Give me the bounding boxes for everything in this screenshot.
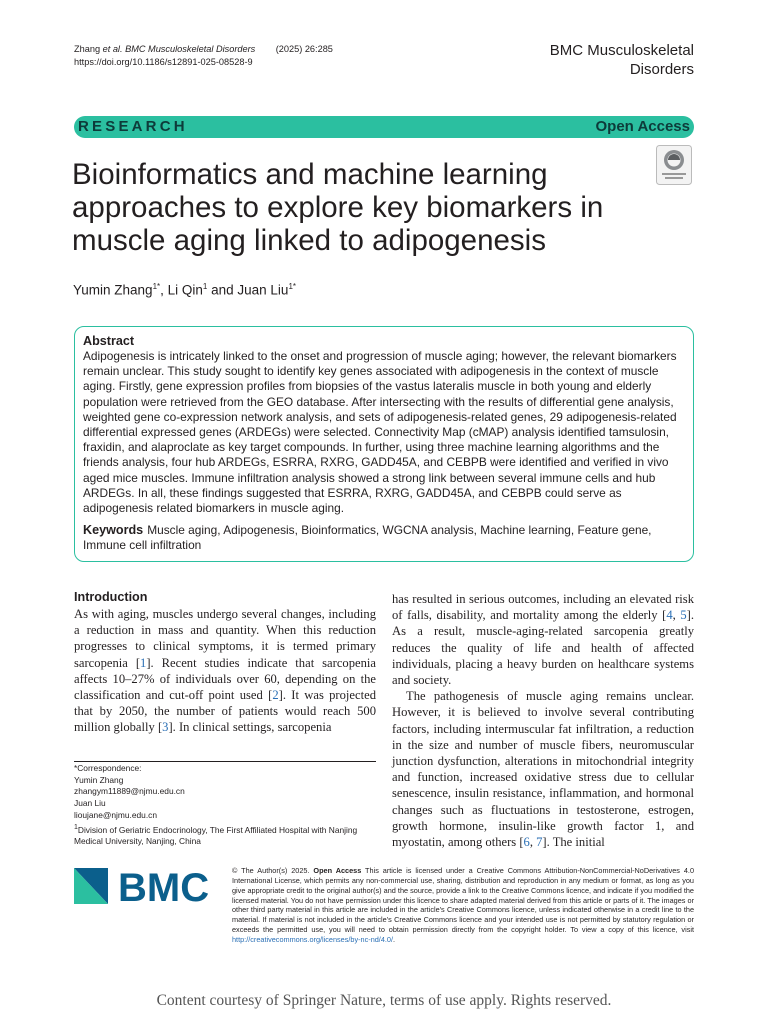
author-list: Yumin Zhang$^{1*}$, Li Qin$^1$ and Juan Liu$^{1*}$ xyxy=(73,282,296,298)
reference-link[interactable]: 6 xyxy=(523,835,530,850)
section-label: RESEARCH xyxy=(78,118,188,135)
paragraph: has resulted in serious outcomes, including an elevated risk of falls, disability, and mortality among the elderly [4, 5]. As a result, muscle-aging-related sarcopenia greatly reduces the quality of life and health of affected individuals, placing a heavy burden on healthcare systems and society. xyxy=(392,592,695,688)
section-heading-introduction: Introduction xyxy=(74,590,148,604)
keywords-text: Muscle aging, Adipogenesis, Bioinformatics, WGCNA analysis, Machine learning, Feature gene, Immune cell infiltration xyxy=(83,523,652,553)
page-footer: Content courtesy of Springer Nature, terms of use apply. Rights reserved. xyxy=(156,992,612,1009)
footnote-divider xyxy=(74,761,376,762)
doi-link[interactable]: https://doi.org/10.1186/s12891-025-08528-9 xyxy=(74,57,253,67)
paragraph: As with aging, muscles undergo several changes, including a reduction in mass and quantity. When this reduction progresses to clinical symptoms, it is termed primary sarcopenia [1]. Recent studies indicate that sarcopenia affects 10–27% of individuals over 60, depending on the classification and cut-off point used [2]. It was projected that by 2050, the number of patients would reach 500 million globally [3]. In clinical settings, sarcopenia xyxy=(74,607,376,735)
crossmark-icon xyxy=(656,145,692,185)
bmc-logo-icon xyxy=(74,864,214,908)
abstract-box xyxy=(74,326,694,562)
email-link[interactable]: lioujane@njmu.edu.cn xyxy=(74,809,157,820)
body-column-right xyxy=(392,591,694,850)
author-name[interactable]: and Juan Liu xyxy=(207,282,289,298)
abstract-text: Adipogenesis is intricately linked to the onset and progression of muscle aging; however, the relevant biomarkers remain unclear. This study sought to identify key genes associated with adipogenesis in the context of muscle aging. Firstly, gene expression profiles from biopsies of the vastus lateralis muscle in both young and elderly population were retrieved from the GEO database. After intersecting with the results of differential gene analysis, weighted gene co-expression network analysis, and sets of adipogenesis-related genes, 29 adipogenesis-related differential expressed genes (ARDEGs) were selected. Connectivity Map (cMAP) analysis identified tamsulosin, fraxidin, and alaproclate as key target compounds. In further, using three machine learning algorithms and the friends analysis, four hub ARDEGs, ESRRA, RXRG, GADD45A, and CEBPB were identified and verified in vivo aged mice muscles. Immune infiltration analysis showed a strong link between several immune cells and hub ARDEGs. In all, these findings suggested that ESRRA, RXRG, GADD45A, and CEBPB could serve as adipogenesis related biomarkers in muscle aging. xyxy=(83,349,677,516)
reference-link[interactable]: 4 xyxy=(666,608,673,623)
keywords-label: Keywords xyxy=(83,523,144,538)
citation-authors: Zhang xyxy=(74,44,103,54)
citation-year: (2025) 26:285 xyxy=(275,44,333,54)
open-access-label: Open Access xyxy=(595,118,690,135)
license-link[interactable]: http://creativecommons.org/licenses/by-nc-nd/4.0/ xyxy=(232,934,394,944)
bmc-logo-text: BMC xyxy=(118,866,210,908)
affiliation: Division of Geriatric Endocrinology, The First Affiliated Hospital with Nanjing Medical University, Nanjing, China xyxy=(74,824,358,847)
journal-name: BMC Musculoskeletal Disorders xyxy=(549,42,694,78)
reference-link[interactable]: 5 xyxy=(680,608,687,623)
article-title: Bioinformatics and machine learning approaches to explore key biomarkers in muscle aging linked to adipogenesis xyxy=(72,158,604,257)
reference-link[interactable]: 2 xyxy=(272,688,279,703)
citation-block xyxy=(74,43,333,69)
paragraph: The pathogenesis of muscle aging remains unclear. However, it is believed to involve several contributing factors, including intermuscular fat infiltration, a reduction in the size and number of muscle fibers, neuromuscular junction dysfunction, alterations in mitochondrial integrity and function, increased oxidative stress due to cellular senescence, insulin resistance, inflammation, and hormonal changes such as fluctuations in testosterone, estrogen, growth hormone, insulin-like growth factor 1, and myostatin, among others [6, 7]. The initial xyxy=(392,689,694,850)
email-link[interactable]: zhangym11889@njmu.edu.cn xyxy=(74,786,185,797)
reference-link[interactable]: 7 xyxy=(536,835,543,850)
body-column-left xyxy=(74,606,376,736)
reference-link[interactable]: 3 xyxy=(162,720,169,735)
bmc-logo xyxy=(74,864,214,908)
reference-link[interactable]: 1 xyxy=(140,655,147,670)
author-name[interactable]: Yumin Zhang xyxy=(73,282,153,298)
citation-journal: et al. BMC Musculoskeletal Disorders xyxy=(102,44,256,54)
license-statement: © The Author(s) 2025. Open Access This article is licensed under a Creative Commons Attribution-NonCommercial-NoDerivatives 4.0 International License, which permits any non-commercial use, sharing, distribution and reproduction in any medium or format, as long as you give appropriate credit to the original author(s) and the source, provide a link to the Creative Commons licence, and indicate if you modified the licensed material. You do not have permission under this licence to share adapted material derived from this article or parts of it. The images or other third party material in this article are included in the article's Creative Commons licence, unless indicated otherwise in a credit line to the material. If material is not included in the article's Creative Commons licence and your intended use is not permitted by statutory regulation or exceeds the permitted use, you will need to obtain permission directly from the copyright holder. To view a copy of this licence, visit http://creativecommons.org/licenses/by-nc-nd/4.0/. xyxy=(232,866,694,944)
abstract-heading: Abstract xyxy=(83,334,135,348)
author-name[interactable]: , Li Qin xyxy=(160,282,203,298)
check-for-updates-badge[interactable] xyxy=(656,145,692,185)
correspondence-block: *Correspondence: Yumin Zhang zhangym11889@njmu.edu.cn Juan Liu lioujane@njmu.edu.cn $^1$Division of Geriatric Endocrinology, The First Affiliated Hospital with Nanjing Medical University, Nanjing, China xyxy=(74,763,376,848)
section-banner xyxy=(74,116,694,138)
keywords xyxy=(83,523,685,553)
